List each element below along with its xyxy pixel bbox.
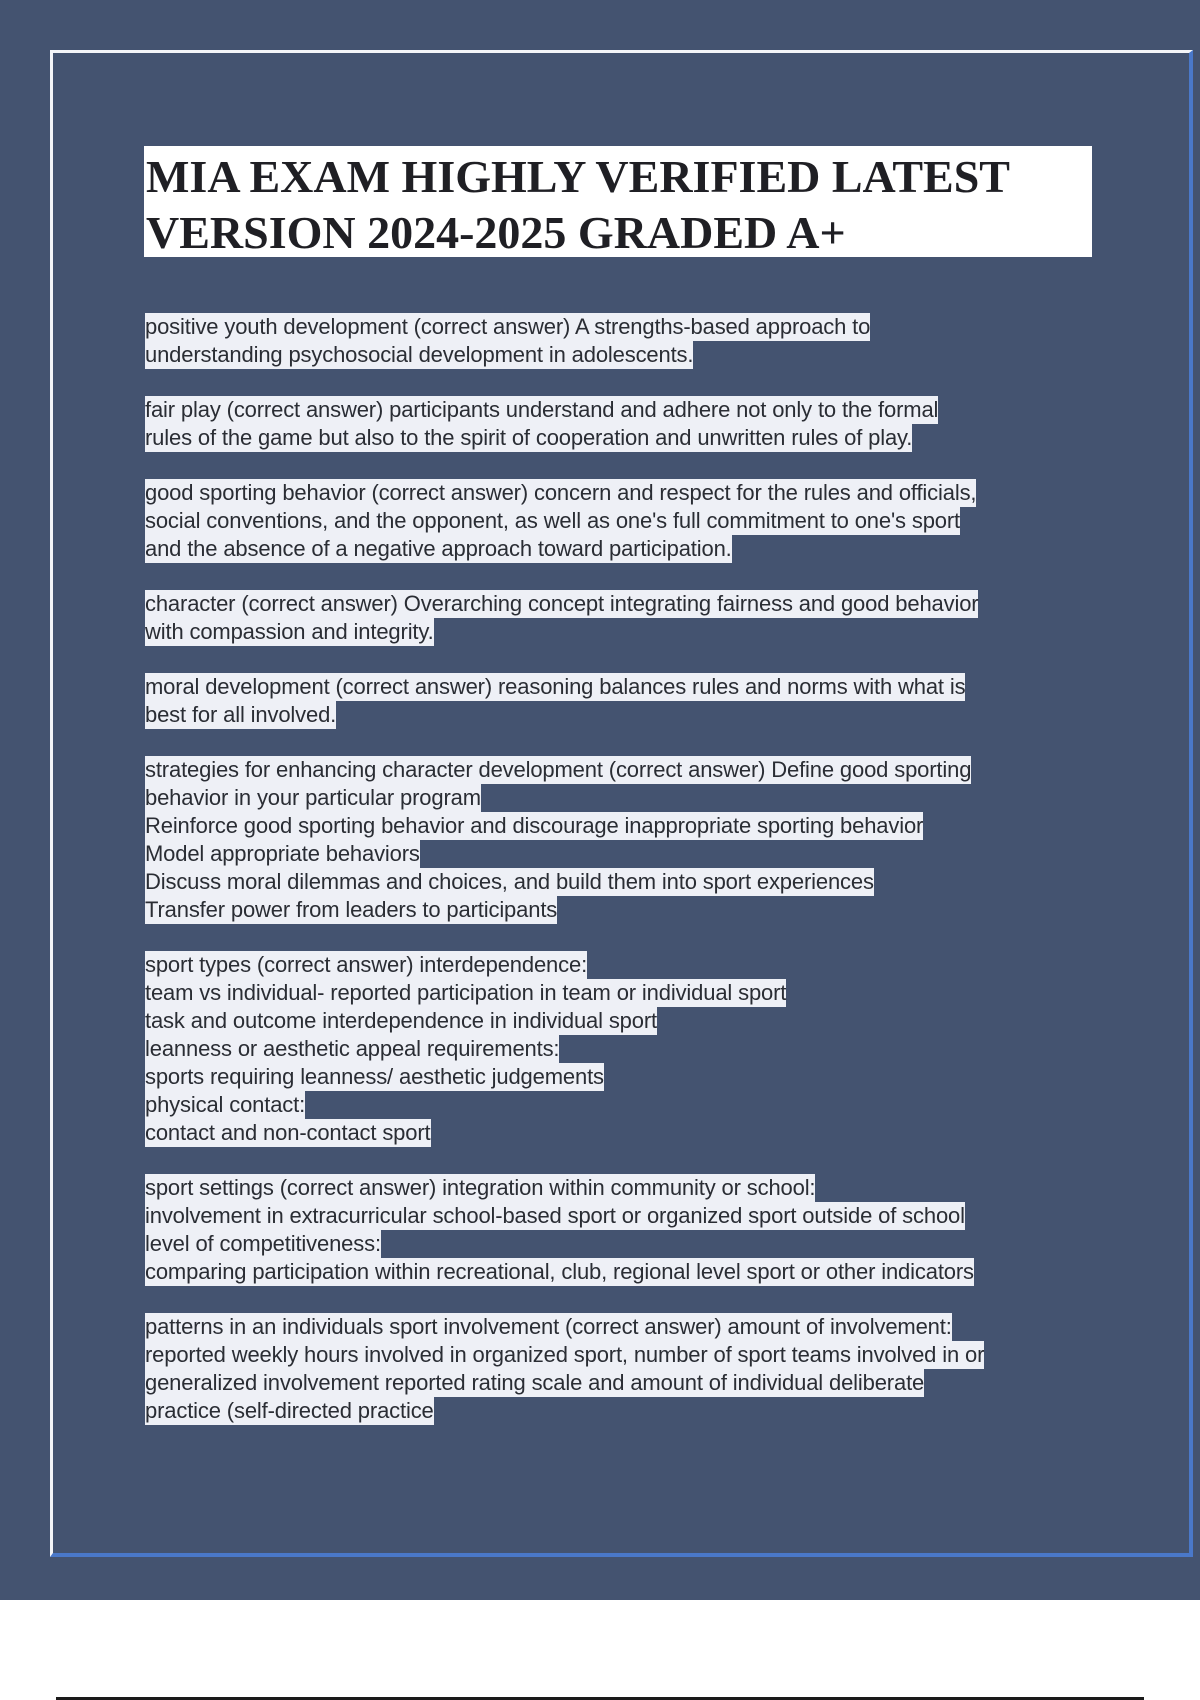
text-line[interactable]: rules of the game but also to the spirit of cooperation and unwritten rules of play. <box>145 425 913 450</box>
text-line[interactable]: Model appropriate behaviors <box>145 841 420 866</box>
text-line[interactable]: task and outcome interdependence in individual sport <box>145 1008 657 1033</box>
text-line[interactable]: patterns in an individuals sport involvement (correct answer) amount of involvement: <box>145 1314 952 1339</box>
text-line[interactable]: practice (self-directed practice <box>145 1398 434 1423</box>
text-line[interactable]: sport types (correct answer) interdependence: <box>145 952 588 977</box>
page-title <box>144 146 1092 257</box>
text-line[interactable]: good sporting behavior (correct answer) concern and respect for the rules and officials, <box>145 480 977 505</box>
qa-entry-sport-types <box>145 951 1095 1147</box>
text-line[interactable]: level of competitiveness: <box>145 1231 381 1256</box>
title-line-1: MIA EXAM HIGHLY VERIFIED LATEST <box>146 151 1010 202</box>
qa-entry-positive-youth-development <box>145 313 1095 369</box>
text-line[interactable]: Reinforce good sporting behavior and discourage inappropriate sporting behavior <box>145 813 924 838</box>
text-line[interactable]: reported weekly hours involved in organized sport, number of sport teams involved in or <box>145 1342 985 1367</box>
text-line[interactable]: leanness or aesthetic appeal requirements: <box>145 1036 560 1061</box>
text-line[interactable]: best for all involved. <box>145 702 337 727</box>
qa-entry-moral-development <box>145 673 1095 729</box>
qa-entry-sport-involvement-patterns <box>145 1313 1095 1425</box>
text-line[interactable]: moral development (correct answer) reasoning balances rules and norms with what is <box>145 674 966 699</box>
text-line[interactable]: comparing participation within recreational, club, regional level sport or other indicators <box>145 1259 974 1284</box>
text-line[interactable]: positive youth development (correct answer) A strengths-based approach to <box>145 314 871 339</box>
text-line[interactable]: understanding psychosocial development in adolescents. <box>145 342 694 367</box>
text-line[interactable]: with compassion and integrity. <box>145 619 434 644</box>
text-line[interactable]: physical contact: <box>145 1092 306 1117</box>
text-line[interactable]: fair play (correct answer) participants understand and adhere not only to the formal <box>145 397 939 422</box>
text-line[interactable]: Discuss moral dilemmas and choices, and build them into sport experiences <box>145 869 874 894</box>
title-line-2: VERSION 2024-2025 GRADED A+ <box>146 207 846 258</box>
qa-entry-sport-settings <box>145 1174 1095 1286</box>
qa-entry-character <box>145 590 1095 646</box>
text-line[interactable]: social conventions, and the opponent, as well as one's full commitment to one's sport <box>145 508 961 533</box>
text-line[interactable]: character (correct answer) Overarching concept integrating fairness and good behavior <box>145 591 979 616</box>
text-line[interactable]: Transfer power from leaders to participants <box>145 897 558 922</box>
text-line[interactable]: sports requiring leanness/ aesthetic judgements <box>145 1064 604 1089</box>
qa-entry-good-sporting-behavior <box>145 479 1095 563</box>
text-line[interactable]: team vs individual- reported participation in team or individual sport <box>145 980 787 1005</box>
text-line[interactable]: strategies for enhancing character development (correct answer) Define good sporting <box>145 757 972 782</box>
text-line[interactable]: sport settings (correct answer) integration within community or school: <box>145 1175 816 1200</box>
qa-entry-character-strategies <box>145 756 1095 924</box>
text-line[interactable]: generalized involvement reported rating scale and amount of individual deliberate <box>145 1370 925 1395</box>
text-line[interactable]: contact and non-contact sport <box>145 1120 431 1145</box>
text-line[interactable]: and the absence of a negative approach toward participation. <box>145 536 732 561</box>
text-line[interactable]: behavior in your particular program <box>145 785 481 810</box>
text-line[interactable]: involvement in extracurricular school-based sport or organized sport outside of school <box>145 1203 965 1228</box>
qa-list <box>145 313 1095 1452</box>
qa-entry-fair-play <box>145 396 1095 452</box>
